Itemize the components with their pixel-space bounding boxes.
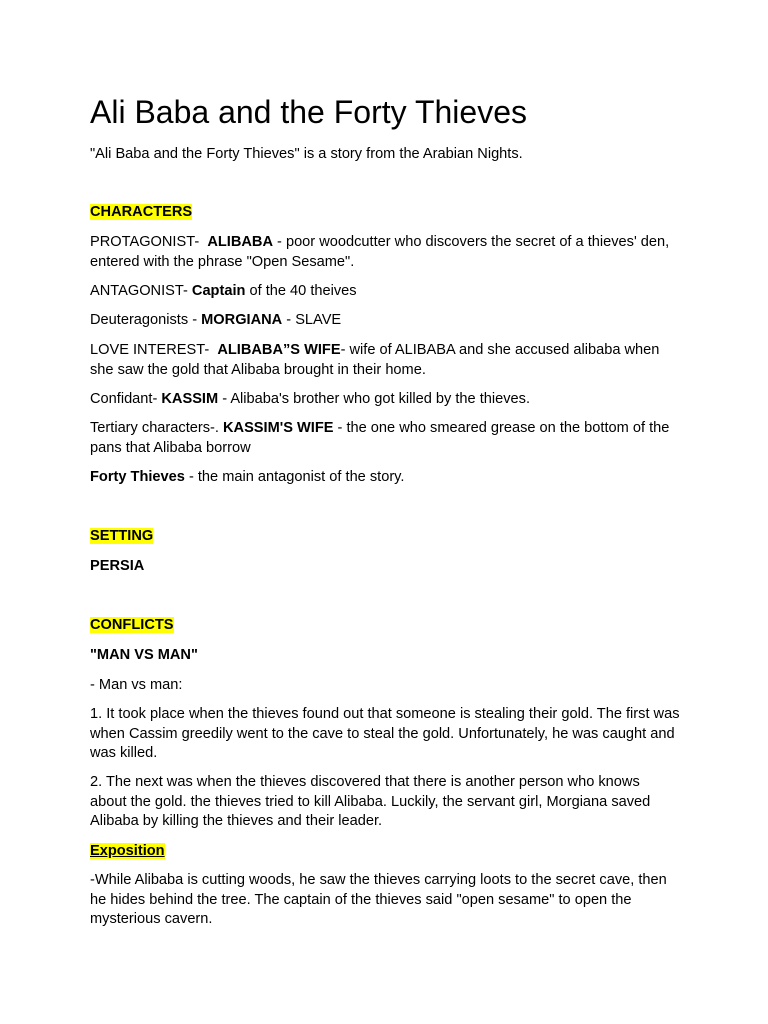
- protagonist-name: ALIBABA: [207, 234, 273, 250]
- confidant-paragraph: [90, 390, 680, 410]
- deuteragonist-name: MORGIANA: [201, 312, 283, 328]
- exposition-heading-line: [90, 842, 680, 862]
- conflict-type-line: [90, 646, 680, 666]
- love-interest-description: - wife of ALIBABA and she accused alibaba when she saw the gold that Alibaba brought in their home.: [90, 342, 660, 378]
- tertiary-paragraph: [90, 419, 680, 458]
- conflicts-heading: CONFLICTS: [90, 617, 174, 633]
- forty-thieves-description: - the main antagonist of the story.: [184, 469, 405, 485]
- document-title: Ali Baba and the Forty Thieves: [90, 94, 527, 130]
- conflicts-heading-line: [90, 616, 680, 636]
- tertiary-name: KASSIM'S WIFE: [223, 420, 334, 436]
- antagonist-label: ANTAGONIST-: [90, 283, 192, 299]
- antagonist-name: Captain: [191, 283, 246, 299]
- deuteragonist-description: - SLAVE: [282, 312, 342, 328]
- deuteragonist-paragraph: [90, 311, 680, 331]
- setting-heading: SETTING: [90, 528, 154, 544]
- deuteragonist-label: Deuteragonists -: [90, 312, 202, 328]
- conflict-subheading: - Man vs man:: [90, 677, 183, 693]
- forty-thieves-name: Forty Thieves: [90, 469, 185, 485]
- love-interest-paragraph: [90, 341, 680, 380]
- characters-heading-line: [90, 203, 680, 223]
- tertiary-description: - the one who smeared grease on the bottom of the pans that Alibaba borrow: [90, 420, 670, 456]
- intro-paragraph: "Ali Baba and the Forty Thieves" is a story from the Arabian Nights.: [90, 146, 523, 162]
- antagonist-description: of the 40 theives: [245, 283, 357, 299]
- setting-heading-line: [90, 527, 680, 547]
- love-interest-label: LOVE INTEREST-: [90, 342, 218, 358]
- protagonist-label: PROTAGONIST-: [90, 234, 208, 250]
- protagonist-paragraph: [90, 233, 680, 272]
- forty-thieves-paragraph: [90, 468, 680, 488]
- exposition-heading: Exposition: [90, 843, 165, 859]
- confidant-name: KASSIM: [161, 391, 219, 407]
- confidant-description: - Alibaba's brother who got killed by the thieves.: [218, 391, 531, 407]
- exposition-paragraph: -While Alibaba is cutting woods, he saw the thieves carrying loots to the secret cave, then he hides behind the tree. The captain of the thieves said "open sesame" to open the mysterious cavern.: [90, 872, 667, 927]
- conflict-point-1: 1. It took place when the thieves found out that someone is stealing their gold. The first was when Cassim greedily went to the cave to steal the gold. Unfortunately, he was caught and was killed.: [90, 706, 680, 761]
- tertiary-label: Tertiary characters-.: [90, 420, 223, 436]
- confidant-label: Confidant-: [90, 391, 162, 407]
- setting-value: PERSIA: [90, 558, 145, 574]
- conflict-type: "MAN VS MAN": [90, 647, 198, 663]
- characters-heading: CHARACTERS: [90, 204, 193, 220]
- conflict-point-2: 2. The next was when the thieves discovered that there is another person who knows about the gold. the thieves tried to kill Alibaba. Luckily, the servant girl, Morgiana saved Alibaba by killing the thieves and their leader.: [90, 774, 651, 829]
- love-interest-name: ALIBABA”S WIFE: [217, 342, 341, 358]
- setting-value-line: [90, 557, 680, 577]
- protagonist-description: - poor woodcutter who discovers the secret of a thieves' den, entered with the phrase "Open Sesame".: [90, 234, 670, 270]
- antagonist-paragraph: [90, 282, 680, 302]
